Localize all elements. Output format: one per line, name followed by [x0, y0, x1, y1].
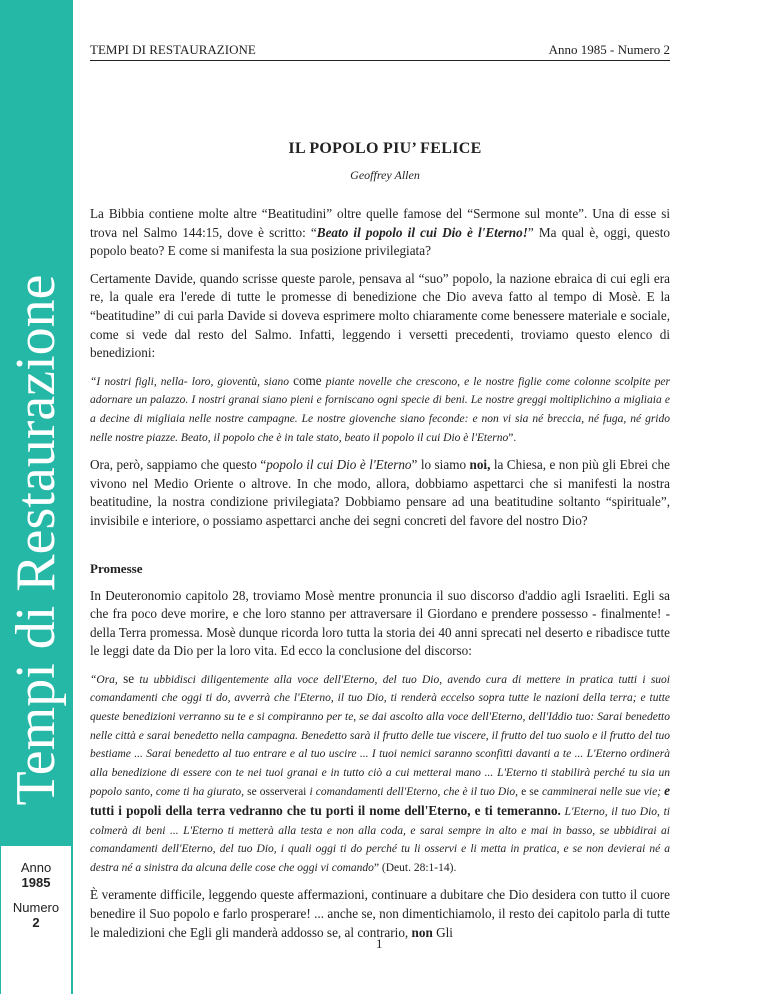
quote-deuteronomy: “Ora, se tu ubbidisci diligentemente alla voce dell'Eterno, del tuo Dio, avendo cura di mettere in pratica tutti i suoi comandamenti che oggi ti do, avverrà che l'Eterno, il tuo Dio, ti renderà eccelso sopra tutte le nazioni della terra; e tutte queste benedizioni verranno su te e si compiranno per te, se dai ascolto alla voce dell'Eterno, dell'Iddio tuo: Sarai benedetto nelle città e sarai benedetto nella campagna. Benedetto sarà il frutto delle tue viscere, il frutto del tuo suolo e il frutto del tuo bestiame ... Sarai benedetto al tuo entrare e al tuo uscire ... I tuoi nemici saranno sconfitti davanti a te ... L'Eterno ordinerà alla benedizione di essere con te nei tuoi granai e in tutto ciò a cui metterai mano ... L'Eterno ti stabilirà perché tu sia un popolo santo, come ti ha giurato, se osserverai i comandamenti dell'Eterno, che è il tuo Dio, e se camminerai nelle sue vie; e tutti i popoli della terra vedranno che tu porti il nome dell'Eterno, e ti temeranno. L'Eterno, il tuo Dio, ti colmerà di beni ... L'Eterno ti metterà alla testa e non alla coda, e sarai sempre in alto e mai in basso, se ubbidirai ai comandamenti dell'Eterno, del tuo Dio, i quali oggi ti do perché tu li osservi e li metta in pratica, e se non devierai né a destra né a sinistra da alcuna delle cose che oggi vi comando” (Deut. 28:1-14).: [90, 670, 670, 874]
year-value: 1985: [21, 875, 51, 890]
paragraph-1: La Bibbia contiene molte altre “Beatitudini” oltre quelle famose del “Sermone sul monte”. Una di esse si trova nel Salmo 144:15, dove è scritto: “Beato il popolo il cui Dio è l'Eterno!” Ma qual è, oggi, questo popolo beato? E come si manifesta la sua posizione privilegiata?: [90, 206, 671, 259]
number-label: Numero: [12, 900, 60, 915]
article: [90, 140, 670, 951]
quote-psalm: “I nostri figli, nella- loro, gioventù, siano come piante novelle che crescono, e le nostre figlie come colonne scolpite per adornare un palazzo. I nostri granai siano pieni e forniscano ogni specie di beni. Le nostre greggi moltiplichino a migliaia e a decine di migliaia nelle nostre campagne. Le nostre giovenche siano feconde: e non vi sia né breccia, né fuga, né grido nelle nostre piazze. Beato, il popolo che è in tale stato, beato il popolo il cui Dio è l'Eterno”.: [90, 372, 670, 444]
article-title: IL POPOLO PIU’ FELICE: [288, 140, 482, 157]
sidebar-title: Tempi di Restaurazione: [5, 274, 67, 806]
paragraph-2: Certamente Davide, quando scrisse queste parole, pensava al “suo” popolo, la nazione ebraica di cui egli era re, la quale era l'erede di tutte le promesse di benedizione che Dio aveva fatto al tempo di Mosè. E la “beatitudine” di cui parla Davide si doveva esprimere molto chiaramente come benessere materiale e sociale, come si vede dal resto del Salmo. Infatti, leggendo i versetti precedenti, troviamo questo elenco di benedizioni:: [90, 270, 670, 361]
header-publication: TEMPI DI RESTAURAZIONE: [90, 42, 256, 57]
paragraph-4: In Deuteronomio capitolo 28, troviamo Mosè mentre pronuncia il suo discorso d'addio agli Israeliti. Egli sa che fra poco deve morire, e che loro stanno per attraversare il Giordano e prendere possesso - finalmente! - della Terra promessa. Mosè dunque ricorda loro tutta la storia dei 40 anni sprecati nel deserto e ribadisce tutte le leggi date da Dio per la loro vita. Ed ecco la conclusione del discorso:: [90, 587, 670, 659]
number-value: 2: [32, 915, 40, 930]
year-label: Anno: [20, 860, 52, 875]
issue-info-box: [1, 846, 71, 994]
article-author: Geoffrey Allen: [350, 168, 420, 182]
header-issue: Anno 1985 - Numero 2: [548, 42, 670, 57]
sidebar: [0, 0, 73, 994]
page-number: 1: [376, 936, 383, 951]
running-header: [90, 42, 670, 61]
section-heading: Promesse: [90, 560, 143, 576]
paragraph-3: Ora, però, sappiamo che questo “popolo il cui Dio è l'Eterno” lo siamo noi, la Chiesa, e non più gli Ebrei che vivono nel Medio Oriente o altrove. In che modo, allora, dobbiamo aspettarci che si manifesti la nostra beatitudine, la nostra condizione privilegiata? Dobbiamo pensare ad una beatitudine soltanto “spirituale”, invisibile e interiore, o possiamo aspettarci anche dei segni concreti del favore del nostro Dio?: [90, 457, 670, 528]
paragraph-5: È veramente difficile, leggendo queste affermazioni, continuare a dubitare che Dio desidera con tutto il cuore benedire il Suo popolo e farlo prosperare! ... anche se, non dimentichiamolo, il resto dei capitolo parla di tutte le maledizioni che Egli gli manderà addosso se, al contrario, non Gli: [90, 887, 670, 940]
